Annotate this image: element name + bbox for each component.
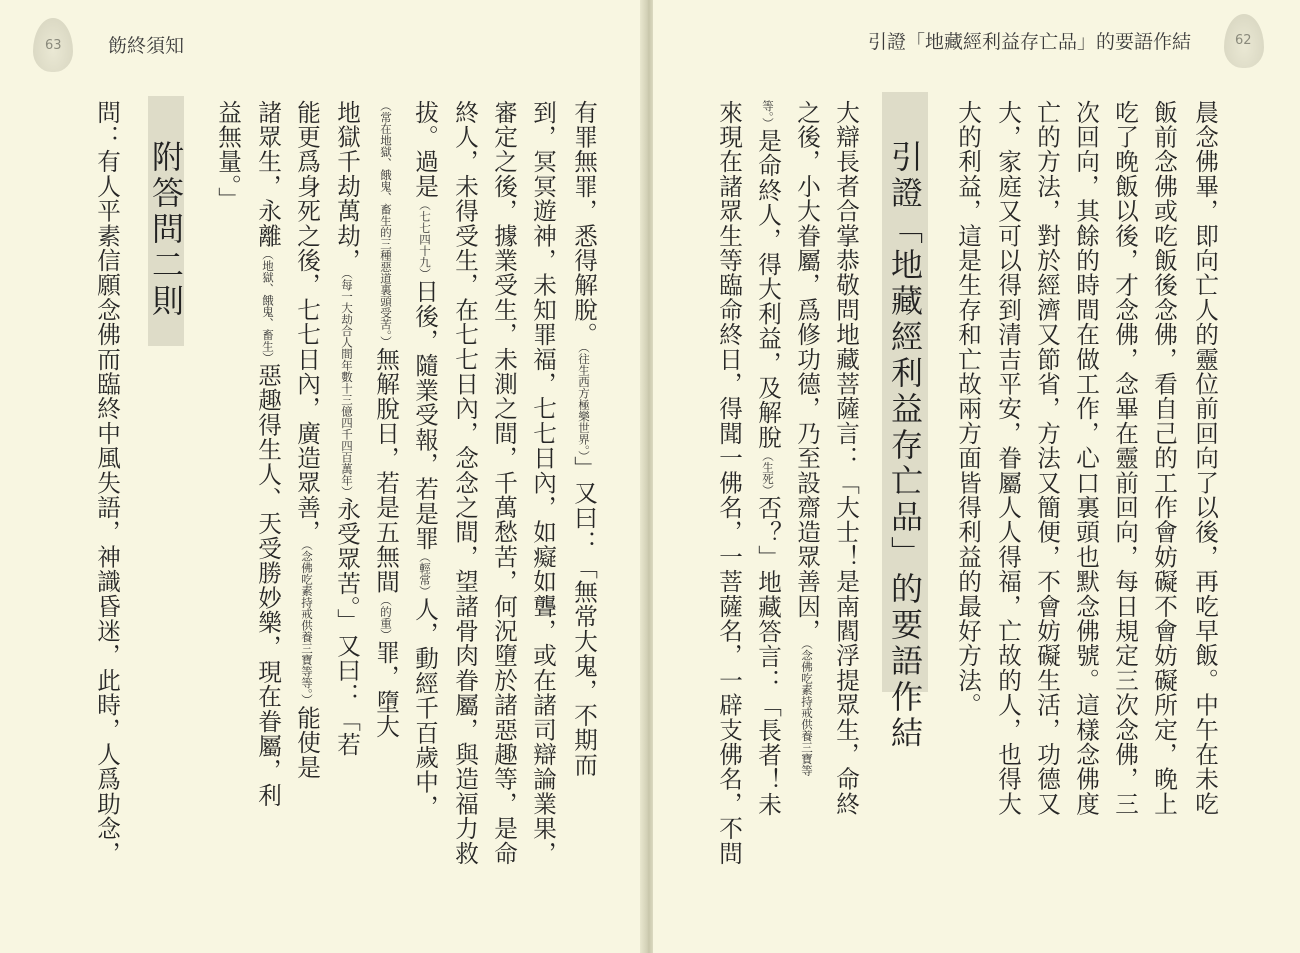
annotation-note: （往生西方極樂世界。） — [577, 347, 591, 457]
text-segment: 到，冥冥遊神，未知罪福，七七日內，如癡如聾，或在諸司辯論業果， — [529, 100, 557, 866]
text-segment: 吃了晚飯以後，才念佛，念畢在靈前回向，每日規定三次念佛，三 — [1111, 100, 1139, 817]
text-column — [565, 100, 603, 777]
text-segment: 終人，未得受生，在七七日內，念念之間，望諸骨肉眷屬，與造福力救 — [451, 100, 479, 866]
text-segment: 大的利益，這是生存和亡故兩方面皆得利益的最好方法。 — [954, 100, 982, 718]
right-page — [653, 0, 1300, 953]
text-column — [989, 100, 1027, 816]
text-segment: 人，動經千百歲中， — [411, 597, 439, 820]
page-number-right: 62 — [1235, 33, 1252, 48]
text-segment: 大，家庭又可以得到清吉平安，眷屬人人得福，亡故的人，也得大 — [994, 100, 1022, 817]
text-segment: 大辯長者合掌恭敬問地藏菩薩言：「大士！是南閻浮提眾生，命終 — [832, 100, 860, 817]
text-column — [328, 100, 366, 757]
text-segment: 審定之後，據業受生，未測之間，千萬愁苦，何況墮於諸惡趣等，是命 — [490, 100, 518, 866]
text-column — [827, 100, 865, 816]
text-segment: 能使是 — [293, 705, 321, 780]
text-segment: 問：有人平素信願念佛而臨終中風失語，神識昏迷，此時，人爲助念， — [93, 100, 121, 866]
text-column — [1106, 100, 1144, 816]
text-column — [88, 100, 126, 866]
text-segment: 地獄千劫萬劫， — [333, 100, 361, 273]
text-column — [288, 100, 326, 780]
page-number-left: 63 — [45, 38, 62, 53]
text-column — [1028, 100, 1066, 816]
text-column — [485, 100, 523, 866]
text-column — [788, 100, 826, 776]
text-segment: 次回向，其餘的時間在做工作，心口裏頭也默念佛號。這樣念佛度 — [1072, 100, 1100, 817]
text-column — [1145, 100, 1183, 816]
text-column — [446, 100, 484, 866]
annotation-note: （生死） — [761, 449, 775, 496]
text-column — [367, 100, 405, 739]
text-segment: 惡趣得生人、天受勝妙樂，現在眷屬，利 — [254, 363, 282, 808]
annotation-note: （的重） — [379, 594, 393, 641]
running-header-right: 引證「地藏經利益存亡品」的要語作結 — [868, 31, 1192, 53]
text-segment: 能更爲身死之後，七七日內，廣造眾善， — [293, 100, 321, 545]
text-segment: 益無量。」 — [214, 100, 242, 212]
annotation-note: （念佛吃素持戒供養三寶等等。） — [300, 544, 314, 706]
text-column — [406, 100, 444, 819]
text-segment: 飯前念佛或吃飯後念佛，看自己的工作會妨礙不會妨礙所定，晚上 — [1150, 100, 1178, 817]
text-segment: 拔。過是 — [411, 100, 439, 199]
text-segment: 罪，墮大 — [372, 640, 400, 740]
annotation-note: （念佛吃素持戒供養三寶等 — [800, 643, 814, 776]
text-column — [1067, 100, 1105, 816]
text-column — [209, 100, 247, 212]
text-segment: 是命終人，得大利益，及解脫 — [754, 128, 782, 450]
text-column — [1186, 100, 1224, 816]
text-segment: 之後，小大眷屬，爲修功德，乃至設齋造眾善因， — [793, 100, 821, 644]
annotation-note: （七七四十九） — [418, 198, 432, 280]
annotation-note: （每一大劫合人間年數十三億四千四百萬年） — [340, 272, 354, 498]
text-segment: 有罪無罪，悉得解脫。 — [570, 100, 598, 347]
text-segment: 諸眾生，永離 — [254, 100, 282, 249]
annotation-note: （常在地獄、餓鬼、畜生的三種惡道裏頭受苦。） — [379, 100, 393, 348]
text-segment: 無解脫日，若是五無間 — [372, 347, 400, 595]
running-header-left: 飭終須知 — [108, 35, 185, 57]
text-column — [249, 100, 287, 808]
annotation-note: （輕常） — [418, 551, 432, 598]
text-column — [949, 100, 987, 718]
text-segment: 晨念佛畢，即向亡人的靈位前回向了以後，再吃早飯。中午在未吃 — [1191, 100, 1219, 817]
text-segment: 亡的方法，對於經濟又節省，方法又簡便，不會妨礙生活，功德又 — [1033, 100, 1061, 817]
text-segment: 否？」地藏答言：「長者！未 — [754, 495, 782, 817]
text-segment: 永受眾苦。」又曰：「若 — [333, 497, 361, 758]
annotation-note: （地獄、餓鬼、畜生） — [261, 248, 275, 364]
text-column — [749, 100, 787, 817]
annotation-note: 等。） — [761, 100, 775, 129]
text-column — [710, 100, 748, 866]
text-segment: 」又曰：「無常大鬼，不期而 — [570, 456, 598, 778]
left-page — [0, 0, 644, 953]
text-column — [524, 100, 562, 866]
section-heading-left: 附答問二則 — [147, 140, 185, 320]
text-segment: 日後，隨業受報，若是罪 — [411, 279, 439, 552]
section-heading-right: 引證「地藏經利益存亡品」的要語作結 — [886, 140, 924, 752]
text-segment: 來現在諸眾生等臨命終日，得聞一佛名，一菩薩名，一辟支佛名，不問 — [715, 100, 743, 866]
